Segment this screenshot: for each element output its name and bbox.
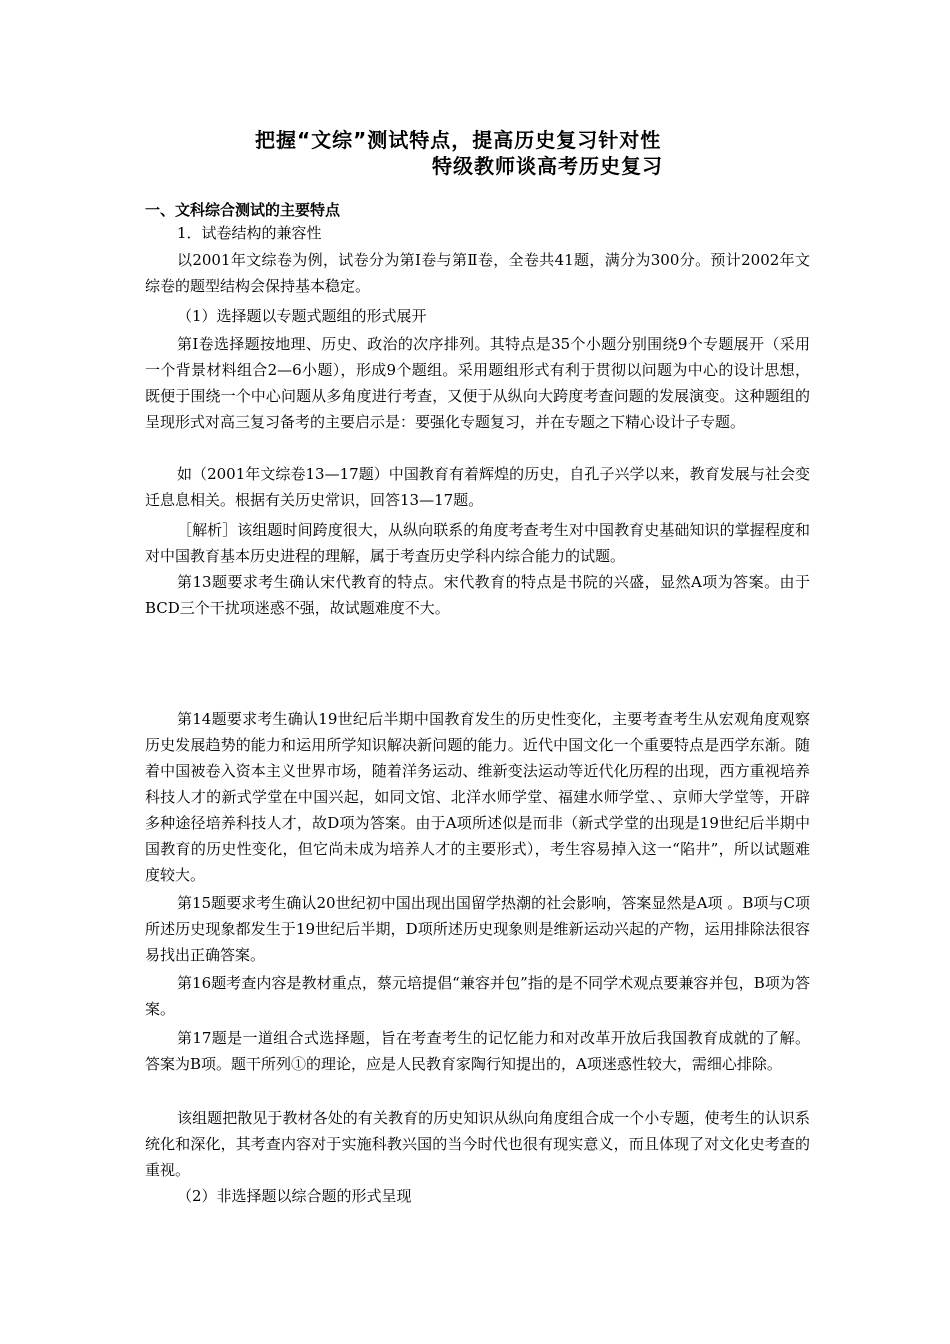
section-heading: 一、文科综合测试的主要特点 [145, 201, 341, 219]
paragraph: 以2001年文综卷为例，试卷分为第Ⅰ卷与第Ⅱ卷，全卷共41题，满分为300分。预计2002年文综卷的题型结构会保持基本稳定。 [145, 251, 810, 295]
paragraph: ［解析］该组题时间跨度很大，从纵向联系的角度考查考生对中国教育史基础知识的掌握程度和对中国教育基本历史进程的理解，属于考查历史学科内综合能力的试题。 [145, 521, 810, 565]
subsection-heading: （2）非选择题以综合题的形式呈现 [177, 1187, 412, 1205]
document-title: 把握“文综”测试特点，提高历史复习针对性 [255, 128, 662, 152]
paragraph: 第14题要求考生确认19世纪后半期中国教育发生的历史性变化，主要考查考生从宏观角度观察历史发展趋势的能力和运用所学知识解决新问题的能力。近代中国文化一个重要特点是西学东渐。随着中国被卷入资本主义世界市场，随着洋务运动、维新变法运动等近代化历程的出现，西方重视培养科技人才的新式学堂在中国兴起，如同文馆、北洋水师学堂、福建水师学堂、、京师大学堂等，开辟多种途径培养科技人才，故D项为答案。由于A项所述似是而非（新式学堂的出现是19世纪后半期中国教育的历史性变化，但它尚未成为培养人才的主要形式），考生容易掉入这一“陷井”，所以试题难度较大。 [145, 710, 810, 884]
paragraph: 如（2001年文综卷13—17题）中国教育有着辉煌的历史，自孔子兴学以来，教育发展与社会变迁息息相关。根据有关历史常识，回答13—17题。 [145, 465, 810, 509]
paragraph: 第13题要求考生确认宋代教育的特点。宋代教育的特点是书院的兴盛，显然A项为答案。由于BCD三个干扰项迷惑不强，故试题难度不大。 [145, 573, 810, 617]
document-subtitle: 特级教师谈高考历史复习 [432, 154, 663, 178]
paragraph: 第Ⅰ卷选择题按地理、历史、政治的次序排列。其特点是35个小题分别围绕9个专题展开（采用一个背景材料组合2—6小题），形成9个题组。采用题组形式有利于贯彻以问题为中心的设计思想，既便于围绕一个中心问题从多角度进行考查，又便于从纵向大跨度考查问题的发展演变。这种题组的呈现形式对高三复习备考的主要启示是：要强化专题复习，并在专题之下精心设计子专题。 [145, 335, 810, 431]
subsection-heading: 1．试卷结构的兼容性 [177, 224, 322, 242]
paragraph: 第17题是一道组合式选择题，旨在考查考生的记忆能力和对改革开放后我国教育成就的了解。答案为B项。题干所列①的理论，应是人民教育家陶行知提出的，A项迷惑性较大，需细心排除。 [145, 1029, 810, 1073]
paragraph: 该组题把散见于教材各处的有关教育的历史知识从纵向角度组合成一个小专题，使考生的认识系统化和深化，其考查内容对于实施科教兴国的当今时代也很有现实意义，而且体现了对文化史考查的重视。 [145, 1109, 810, 1179]
paragraph: 第16题考查内容是教材重点，蔡元培提倡“兼容并包”指的是不同学术观点要兼容并包，B项为答案。 [145, 974, 810, 1018]
subsection-heading: （1）选择题以专题式题组的形式展开 [177, 307, 427, 325]
paragraph: 第15题要求考生确认20世纪初中国出现出国留学热潮的社会影响，答案显然是A项 。B项与C项所述历史现象都发生于19世纪后半期，D项所述历史现象则是维新运动兴起的产物，运用排除法很容易找出正确答案。 [145, 894, 810, 964]
